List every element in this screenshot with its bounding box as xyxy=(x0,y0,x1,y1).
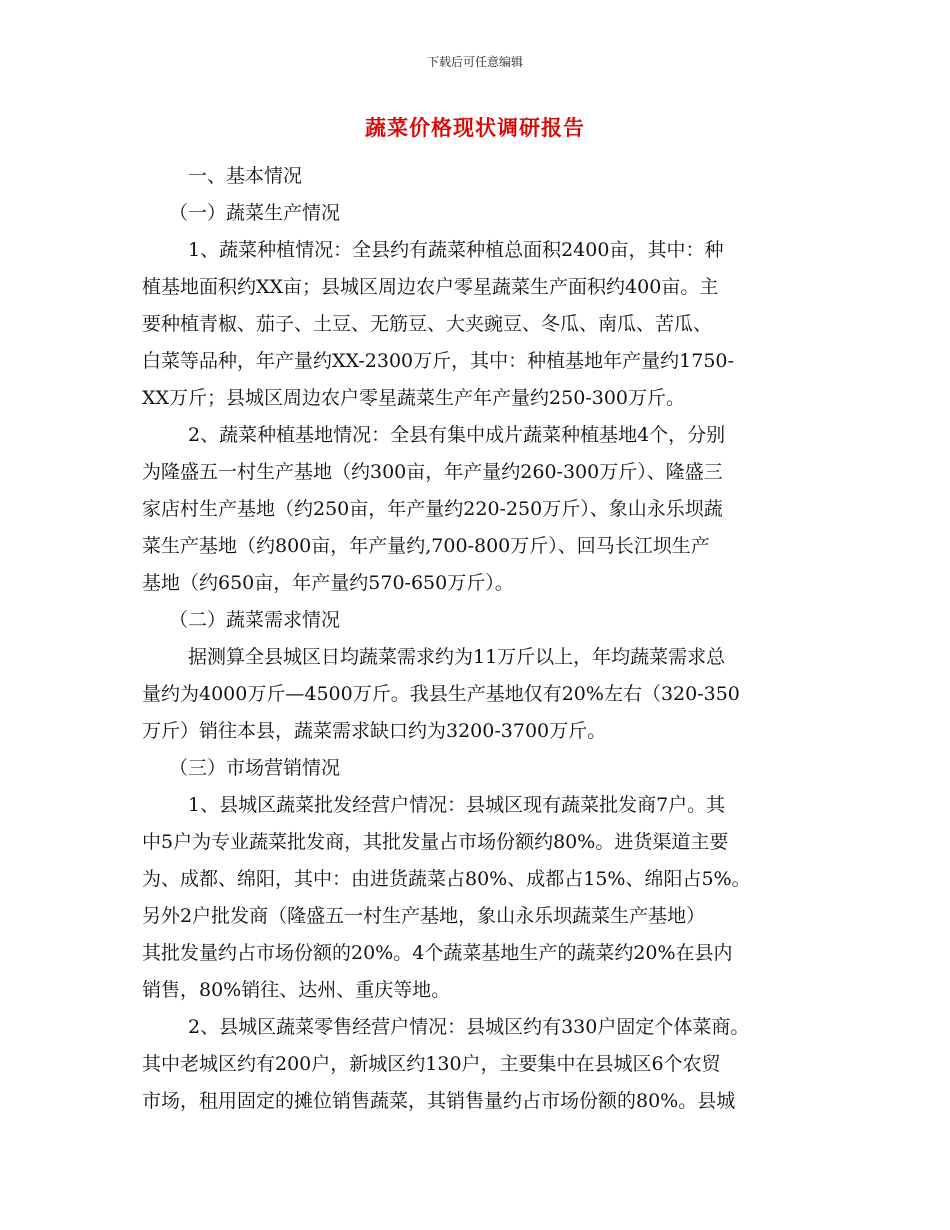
paragraph-line: 白菜等品种，年产量约XX-2300万斤，其中：种植基地年产量约1750- xyxy=(142,350,734,372)
paragraph-line: 为、成都、绵阳，其中：由进货蔬菜占80%、成都占15%、绵阳占5%。 xyxy=(142,868,751,890)
paragraph-line: 量约为4000万斤—4500万斤。我县生产基地仅有20%左右（320-350 xyxy=(142,683,740,705)
paragraph-line: 2、县城区蔬菜零售经营户情况：县城区约有330户固定个体菜商。 xyxy=(188,1016,750,1038)
subsection-heading: （一）蔬菜生产情况 xyxy=(169,202,341,224)
paragraph-line: 其中老城区约有200户，新城区约130户，主要集中在县城区6个农贸 xyxy=(142,1053,721,1075)
paragraph-line: 菜生产基地（约800亩，年产量约,700-800万斤）、回马长江坝生产 xyxy=(142,535,710,557)
subsection-heading: （二）蔬菜需求情况 xyxy=(169,609,341,631)
document-title: 蔬菜价格现状调研报告 xyxy=(365,116,585,140)
paragraph-line: 市场，租用固定的摊位销售蔬菜，其销售量约占市场份额的80%。县城 xyxy=(142,1090,736,1112)
paragraph-line: 销售，80%销往、达州、重庆等地。 xyxy=(142,979,451,1001)
paragraph-line: 据测算全县城区日均蔬菜需求约为11万斤以上，年均蔬菜需求总 xyxy=(188,646,726,668)
section-heading: 一、基本情况 xyxy=(188,165,303,187)
paragraph-line: 家店村生产基地（约250亩，年产量约220-250万斤）、象山永乐坝蔬 xyxy=(142,498,723,520)
paragraph-line: 1、蔬菜种植情况：全县约有蔬菜种植总面积2400亩，其中：种 xyxy=(188,239,724,261)
paragraph-line: 为隆盛五一村生产基地（约300亩，年产量约260-300万斤）、隆盛三 xyxy=(142,461,723,483)
paragraph-line: 其批发量约占市场份额的20%。4个蔬菜基地生产的蔬菜约20%在县内 xyxy=(142,942,733,964)
paragraph-line: 万斤）销往本县，蔬菜需求缺口约为3200-3700万斤。 xyxy=(142,720,607,742)
paragraph-line: 1、县城区蔬菜批发经营户情况：县城区现有蔬菜批发商7户。其 xyxy=(188,794,726,816)
document-body xyxy=(142,158,822,1120)
subsection-heading: （三）市场营销情况 xyxy=(169,757,341,779)
paragraph-line: XX万斤；县城区周边农户零星蔬菜生产年产量约250-300万斤。 xyxy=(142,387,686,409)
paragraph-line: 另外2户批发商（隆盛五一村生产基地，象山永乐坝蔬菜生产基地） xyxy=(142,905,706,927)
page-header-note: 下载后可任意编辑 xyxy=(426,55,523,69)
paragraph-line: 基地（约650亩，年产量约570-650万斤）。 xyxy=(142,572,514,594)
paragraph-line: 2、蔬菜种植基地情况：全县有集中成片蔬菜种植基地4个，分别 xyxy=(188,424,726,446)
paragraph-line: 要种植青椒、茄子、土豆、无筋豆、大夹豌豆、冬瓜、南瓜、苦瓜、 xyxy=(142,313,713,335)
paragraph-line: 中5户为专业蔬菜批发商，其批发量占市场份额约80%。进货渠道主要 xyxy=(142,831,729,853)
paragraph-line: 植基地面积约XX亩；县城区周边农户零星蔬菜生产面积约400亩。主 xyxy=(142,276,719,298)
